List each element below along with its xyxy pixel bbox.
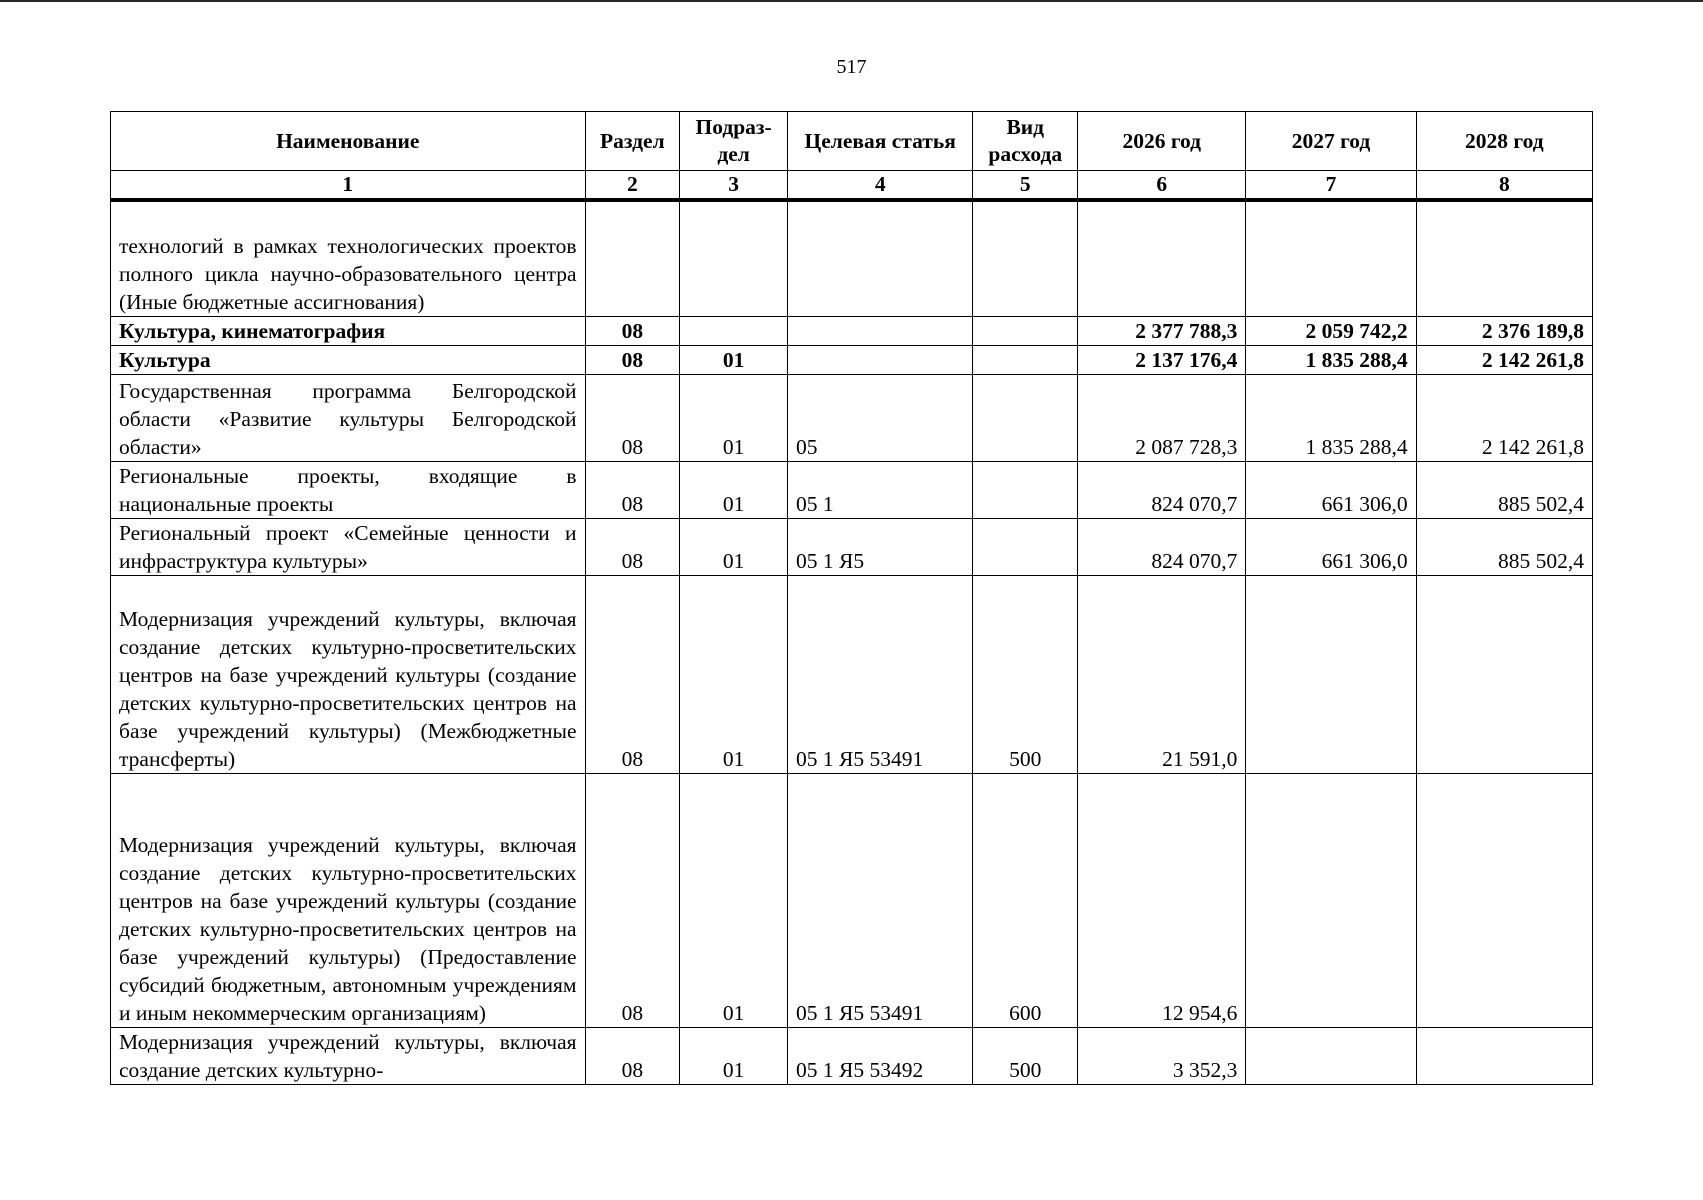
table-row <box>111 200 1593 316</box>
row-section: 08 <box>585 575 680 773</box>
row-2028: 885 502,4 <box>1416 518 1592 575</box>
row-2026: 3 352,3 <box>1078 1027 1246 1084</box>
row-section: 08 <box>585 345 680 374</box>
row-2026: 21 591,0 <box>1078 575 1246 773</box>
row-2028: 885 502,4 <box>1416 461 1592 518</box>
header-subsection: Подраз-дел <box>680 112 788 171</box>
row-section: 08 <box>585 1027 680 1084</box>
column-number: 1 <box>111 171 586 201</box>
page-top-border <box>0 0 1703 2</box>
row-2028: 2 376 189,8 <box>1416 316 1592 345</box>
table-row <box>111 1027 1593 1084</box>
row-2027: 2 059 742,2 <box>1246 316 1416 345</box>
row-section: 08 <box>585 316 680 345</box>
row-expense-type: 600 <box>973 773 1078 1027</box>
row-2028 <box>1416 1027 1592 1084</box>
row-expense-type <box>973 518 1078 575</box>
row-2026: 824 070,7 <box>1078 518 1246 575</box>
row-name: Культура, кинематография <box>111 316 586 345</box>
row-article <box>788 200 973 316</box>
row-2026: 2 377 788,3 <box>1078 316 1246 345</box>
row-article: 05 1 Я5 <box>788 518 973 575</box>
row-name: Модернизация учреждений культуры, включая создание детских культурно-просветительских центров на базе учреждений культуры (создание детских культурно-просветительских центров на базе учреждений культуры) (Предоставление субсидий бюджетным, автономным учреждениям и иным некоммерческим организациям) <box>111 773 586 1027</box>
row-2027: 1 835 288,4 <box>1246 374 1416 461</box>
column-number-row <box>111 171 1593 201</box>
header-section: Раздел <box>585 112 680 171</box>
row-2028 <box>1416 575 1592 773</box>
row-2027: 661 306,0 <box>1246 461 1416 518</box>
row-2027: 1 835 288,4 <box>1246 345 1416 374</box>
table-row <box>111 575 1593 773</box>
row-section: 08 <box>585 518 680 575</box>
row-2026: 2 087 728,3 <box>1078 374 1246 461</box>
header-2027: 2027 год <box>1246 112 1416 171</box>
row-subsection <box>680 200 788 316</box>
row-article: 05 1 Я5 53491 <box>788 575 973 773</box>
column-number: 4 <box>788 171 973 201</box>
row-article: 05 1 <box>788 461 973 518</box>
row-2026: 824 070,7 <box>1078 461 1246 518</box>
table-row <box>111 316 1593 345</box>
row-2027 <box>1246 1027 1416 1084</box>
column-number: 7 <box>1246 171 1416 201</box>
column-number: 8 <box>1416 171 1592 201</box>
row-subsection: 01 <box>680 518 788 575</box>
row-2028 <box>1416 200 1592 316</box>
row-name: Культура <box>111 345 586 374</box>
row-subsection: 01 <box>680 461 788 518</box>
row-subsection: 01 <box>680 1027 788 1084</box>
row-name: Региональный проект «Семейные ценности и инфраструктура культуры» <box>111 518 586 575</box>
row-article: 05 1 Я5 53492 <box>788 1027 973 1084</box>
row-expense-type: 500 <box>973 1027 1078 1084</box>
header-expense-type: Вид расхода <box>973 112 1078 171</box>
row-subsection <box>680 316 788 345</box>
table-row <box>111 773 1593 1027</box>
row-expense-type <box>973 345 1078 374</box>
row-section: 08 <box>585 374 680 461</box>
row-name: технологий в рамках технологических проектов полного цикла научно-образовательного центра (Иные бюджетные ассигнования) <box>111 200 586 316</box>
column-number: 3 <box>680 171 788 201</box>
row-2027 <box>1246 200 1416 316</box>
row-article: 05 <box>788 374 973 461</box>
row-name: Модернизация учреждений культуры, включая создание детских культурно-просветительских центров на базе учреждений культуры (создание детских культурно-просветительских центров на базе учреждений культуры) (Межбюджетные трансферты) <box>111 575 586 773</box>
row-2028: 2 142 261,8 <box>1416 374 1592 461</box>
row-2026: 12 954,6 <box>1078 773 1246 1027</box>
row-2028 <box>1416 773 1592 1027</box>
table-row <box>111 518 1593 575</box>
column-number: 5 <box>973 171 1078 201</box>
budget-table <box>110 111 1593 1085</box>
header-name: Наименование <box>111 112 586 171</box>
row-article <box>788 345 973 374</box>
row-article: 05 1 Я5 53491 <box>788 773 973 1027</box>
row-subsection: 01 <box>680 345 788 374</box>
table-row <box>111 345 1593 374</box>
row-subsection: 01 <box>680 773 788 1027</box>
row-2028: 2 142 261,8 <box>1416 345 1592 374</box>
row-name: Государственная программа Белгородской области «Развитие культуры Белгородской области» <box>111 374 586 461</box>
row-expense-type <box>973 200 1078 316</box>
row-expense-type <box>973 316 1078 345</box>
table-row <box>111 461 1593 518</box>
row-expense-type <box>973 374 1078 461</box>
row-name: Модернизация учреждений культуры, включая создание детских культурно- <box>111 1027 586 1084</box>
header-target-article: Целевая статья <box>788 112 973 171</box>
row-subsection: 01 <box>680 575 788 773</box>
page-number: 517 <box>836 56 867 78</box>
header-row <box>111 112 1593 171</box>
row-2027: 661 306,0 <box>1246 518 1416 575</box>
row-expense-type <box>973 461 1078 518</box>
column-number: 2 <box>585 171 680 201</box>
row-section <box>585 200 680 316</box>
row-expense-type: 500 <box>973 575 1078 773</box>
row-2027 <box>1246 575 1416 773</box>
header-2026: 2026 год <box>1078 112 1246 171</box>
row-section: 08 <box>585 461 680 518</box>
row-2027 <box>1246 773 1416 1027</box>
header-2028: 2028 год <box>1416 112 1592 171</box>
table-row <box>111 374 1593 461</box>
row-section: 08 <box>585 773 680 1027</box>
row-2026 <box>1078 200 1246 316</box>
row-name: Региональные проекты, входящие в национальные проекты <box>111 461 586 518</box>
row-subsection: 01 <box>680 374 788 461</box>
row-article <box>788 316 973 345</box>
row-2026: 2 137 176,4 <box>1078 345 1246 374</box>
column-number: 6 <box>1078 171 1246 201</box>
